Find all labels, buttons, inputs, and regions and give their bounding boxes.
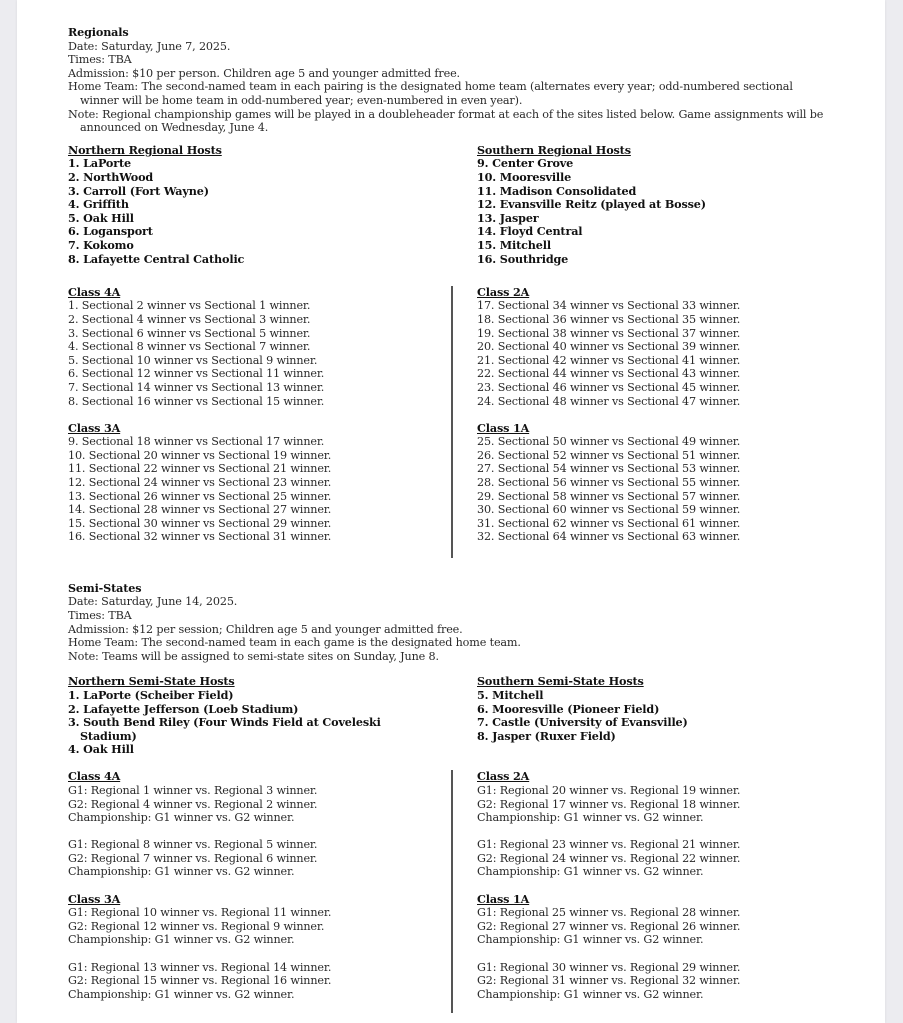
southern-semi-state-hosts — [477, 675, 877, 743]
semi-states-date: Date: Saturday, June 14, 2025. — [68, 595, 238, 609]
regionals-date: Date: Saturday, June 7, 2025. — [68, 39, 231, 53]
host-item: 16. Southridge — [477, 251, 569, 266]
game-item: G1: Regional 1 winner vs. Regional 3 winner. — [68, 783, 318, 797]
semi-states-home-team: Home Team: The second-named team in each game is the designated home team. — [68, 636, 521, 650]
game-item: Championship: G1 winner vs. G2 winner. — [477, 987, 704, 1001]
host-item: 2. NorthWood — [68, 169, 154, 184]
host-item: 8. Jasper (Ruxer Field) — [477, 728, 616, 743]
pairing-item: 21. Sectional 42 winner vs Sectional 41 winner. — [477, 353, 741, 367]
game-item: Championship: G1 winner vs. G2 winner. — [68, 933, 295, 947]
class-header: Class 3A — [68, 420, 121, 435]
game-item: G1: Regional 8 winner vs. Regional 5 winner. — [68, 838, 318, 852]
northern-regional-hosts-header: Northern Regional Hosts — [68, 142, 222, 157]
game-item: G2: Regional 17 winner vs. Regional 18 winner. — [477, 797, 741, 811]
host-item: 4. Griffith — [68, 197, 129, 212]
host-item: 11. Madison Consolidated — [477, 183, 637, 198]
regionals-times: Times: TBA — [68, 53, 132, 67]
pairing-item: 28. Sectional 56 winner vs Sectional 55 winner. — [477, 476, 741, 490]
document-page — [17, 0, 885, 1023]
game-item: Championship: G1 winner vs. G2 winner. — [68, 987, 295, 1001]
southern-semi-state-hosts-header: Southern Semi-State Hosts — [477, 674, 644, 689]
pairing-item: 12. Sectional 24 winner vs Sectional 23 winner. — [68, 476, 332, 490]
game-item: G2: Regional 7 winner vs. Regional 6 winner. — [68, 851, 318, 865]
pairing-item: 9. Sectional 18 winner vs Sectional 17 winner. — [68, 435, 325, 449]
pairing-item: 15. Sectional 30 winner vs Sectional 29 winner. — [68, 516, 332, 530]
pairing-item: 20. Sectional 40 winner vs Sectional 39 winner. — [477, 340, 741, 354]
pairing-item: 31. Sectional 62 winner vs Sectional 61 winner. — [477, 516, 741, 530]
host-item: 1. LaPorte — [68, 156, 131, 171]
pairing-item: 30. Sectional 60 winner vs Sectional 59 winner. — [477, 503, 741, 517]
game-item: G2: Regional 15 winner vs. Regional 16 winner. — [68, 974, 332, 988]
host-item: 9. Center Grove — [477, 156, 574, 171]
game-item: G2: Regional 27 winner vs. Regional 26 winner. — [477, 919, 741, 933]
pairing-item: 13. Sectional 26 winner vs Sectional 25 winner. — [68, 489, 332, 503]
semi-states-section — [68, 582, 848, 664]
host-item: 10. Mooresville — [477, 169, 572, 184]
class-header: Class 4A — [68, 284, 121, 299]
semi-state-hosts — [68, 675, 848, 770]
class-header: Class 1A — [477, 891, 530, 906]
host-item: 3. South Bend Riley (Four Winds Field at Coveleski Stadium) — [68, 715, 381, 743]
pairing-item: 7. Sectional 14 winner vs Sectional 13 winner. — [68, 380, 325, 394]
semi-state-class-2a-1a — [477, 770, 877, 1001]
regionals-section — [68, 26, 848, 135]
host-item: 4. Oak Hill — [68, 742, 134, 757]
semi-states-times: Times: TBA — [68, 608, 132, 622]
pairing-item: 4. Sectional 8 winner vs Sectional 7 winner. — [68, 340, 311, 354]
host-item: 13. Jasper — [477, 210, 539, 225]
pairing-item: 22. Sectional 44 winner vs Sectional 43 winner. — [477, 367, 741, 381]
pairing-item: 25. Sectional 50 winner vs Sectional 49 winner. — [477, 435, 741, 449]
southern-regional-hosts-header: Southern Regional Hosts — [477, 142, 631, 157]
host-item: 14. Floyd Central — [477, 224, 583, 239]
regional-class-4a — [68, 286, 468, 544]
host-item: 3. Carroll (Fort Wayne) — [68, 183, 209, 198]
host-item: 12. Evansville Reitz (played at Bosse) — [477, 197, 706, 212]
semi-states-note: Note: Teams will be assigned to semi-state sites on Sunday, June 8. — [68, 649, 439, 663]
pairing-item: 27. Sectional 54 winner vs Sectional 53 winner. — [477, 462, 741, 476]
pairing-item: 6. Sectional 12 winner vs Sectional 11 winner. — [68, 367, 325, 381]
class-header: Class 1A — [477, 420, 530, 435]
class-header: Class 4A — [68, 769, 121, 784]
semi-states-admission: Admission: $12 per session; Children age 5 and younger admitted free. — [68, 622, 463, 636]
pairing-item: 10. Sectional 20 winner vs Sectional 19 winner. — [68, 448, 332, 462]
host-item: 5. Mitchell — [477, 687, 544, 702]
northern-regional-hosts — [68, 144, 468, 266]
game-item: Championship: G1 winner vs. G2 winner. — [68, 811, 295, 825]
regionals-home-team: Home Team: The second-named team in each pairing is the designated home team (alternates every year; odd-numbered sectional winner will be home team in odd-numbered year; even-numbered in even year). — [68, 80, 793, 107]
regionals-title: Regionals — [68, 25, 129, 39]
pairing-item: 14. Sectional 28 winner vs Sectional 27 winner. — [68, 503, 332, 517]
game-item: G1: Regional 13 winner vs. Regional 14 winner. — [68, 960, 332, 974]
game-item: G2: Regional 31 winner vs. Regional 32 winner. — [477, 974, 741, 988]
host-item: 1. LaPorte (Scheiber Field) — [68, 687, 234, 702]
game-item: G1: Regional 30 winner vs. Regional 29 winner. — [477, 960, 741, 974]
game-item: G1: Regional 25 winner vs. Regional 28 winner. — [477, 906, 741, 920]
document-content — [68, 26, 848, 1020]
pairing-item: 2. Sectional 4 winner vs Sectional 3 winner. — [68, 312, 311, 326]
game-item: G1: Regional 23 winner vs. Regional 21 winner. — [477, 838, 741, 852]
game-item: Championship: G1 winner vs. G2 winner. — [477, 865, 704, 879]
pairing-item: 24. Sectional 48 winner vs Sectional 47 winner. — [477, 394, 741, 408]
northern-semi-state-hosts-header: Northern Semi-State Hosts — [68, 674, 235, 689]
class-header: Class 3A — [68, 891, 121, 906]
host-item: 5. Oak Hill — [68, 210, 134, 225]
regional-hosts — [68, 144, 848, 280]
host-item: 15. Mitchell — [477, 237, 551, 252]
pairing-item: 19. Sectional 38 winner vs Sectional 37 winner. — [477, 326, 741, 340]
pairing-item: 23. Sectional 46 winner vs Sectional 45 winner. — [477, 380, 741, 394]
regionals-admission: Admission: $10 per person. Children age 5 and younger admitted free. — [68, 66, 460, 80]
regional-class-2a-1a — [477, 286, 877, 544]
pairing-item: 17. Sectional 34 winner vs Sectional 33 winner. — [477, 299, 741, 313]
game-item: G1: Regional 20 winner vs. Regional 19 winner. — [477, 783, 741, 797]
class-header: Class 2A — [477, 769, 530, 784]
semi-state-class-4a-3a — [68, 770, 468, 1001]
pairing-item: 29. Sectional 58 winner vs Sectional 57 winner. — [477, 489, 741, 503]
pairing-item: 11. Sectional 22 winner vs Sectional 21 winner. — [68, 462, 332, 476]
pairing-item: 5. Sectional 10 winner vs Sectional 9 winner. — [68, 353, 318, 367]
host-item: 8. Lafayette Central Catholic — [68, 251, 245, 266]
game-item: G2: Regional 4 winner vs. Regional 2 winner. — [68, 797, 318, 811]
pairing-item: 32. Sectional 64 winner vs Sectional 63 winner. — [477, 530, 741, 544]
host-item: 6. Mooresville (Pioneer Field) — [477, 701, 660, 716]
game-item: G1: Regional 10 winner vs. Regional 11 winner. — [68, 906, 332, 920]
regional-pairings — [68, 286, 848, 564]
pairing-item: 8. Sectional 16 winner vs Sectional 15 winner. — [68, 394, 325, 408]
game-item: Championship: G1 winner vs. G2 winner. — [477, 933, 704, 947]
host-item: 2. Lafayette Jefferson (Loeb Stadium) — [68, 701, 299, 716]
host-item: 7. Castle (University of Evansville) — [477, 715, 688, 730]
game-item: Championship: G1 winner vs. G2 winner. — [477, 811, 704, 825]
pairing-item: 1. Sectional 2 winner vs Sectional 1 winner. — [68, 299, 311, 313]
pairing-item: 16. Sectional 32 winner vs Sectional 31 winner. — [68, 530, 332, 544]
pairing-item: 3. Sectional 6 winner vs Sectional 5 winner. — [68, 326, 311, 340]
pairing-item: 26. Sectional 52 winner vs Sectional 51 winner. — [477, 448, 741, 462]
game-item: G2: Regional 12 winner vs. Regional 9 winner. — [68, 919, 325, 933]
regionals-note: Note: Regional championship games will be played in a doubleheader format at each of the sites listed below. Game assignments will be announced on Wednesday, June 4. — [68, 107, 824, 135]
semi-states-title: Semi-States — [68, 580, 142, 595]
northern-semi-state-hosts — [68, 675, 408, 757]
southern-regional-hosts — [477, 144, 877, 266]
host-item: 7. Kokomo — [68, 237, 134, 252]
pairing-item: 18. Sectional 36 winner vs Sectional 35 winner. — [477, 312, 741, 326]
class-header: Class 2A — [477, 284, 530, 299]
host-item: 6. Logansport — [68, 224, 153, 239]
game-item: G2: Regional 24 winner vs. Regional 22 winner. — [477, 851, 741, 865]
game-item: Championship: G1 winner vs. G2 winner. — [68, 865, 295, 879]
semi-state-pairings — [68, 770, 848, 1020]
